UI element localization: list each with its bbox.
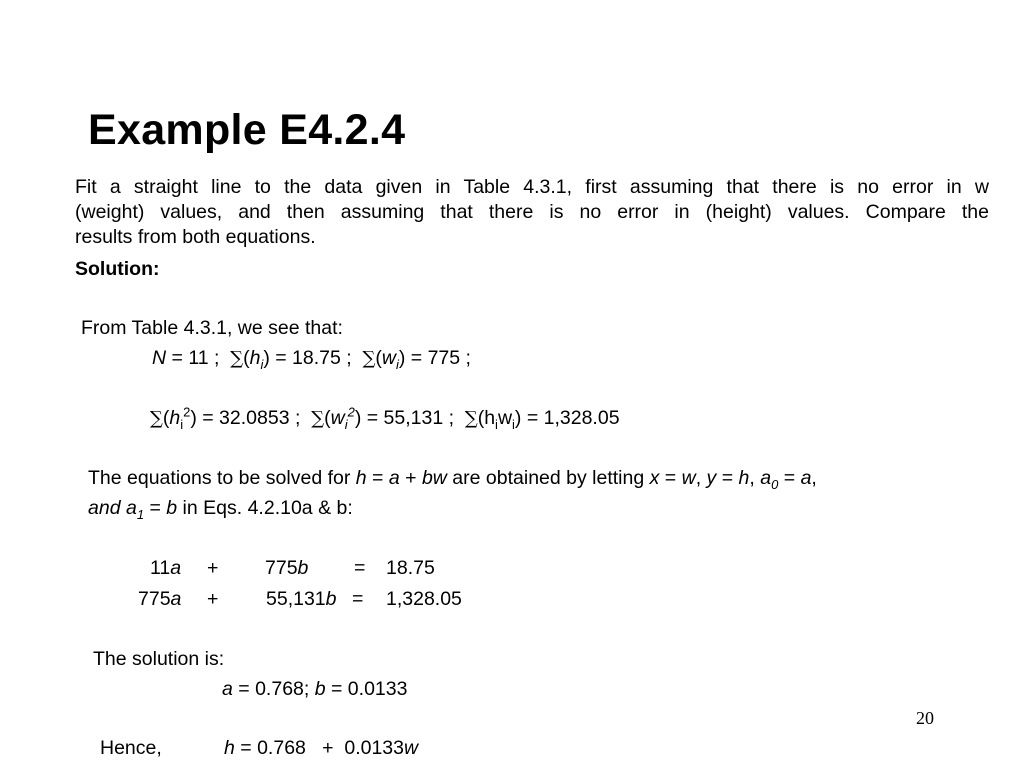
- solution-label: Solution:: [75, 258, 160, 280]
- equations-intro-line-1: The equations to be solved for h = a + bw are obtained by letting x = w, y = h, $a_0 = a$,: [88, 467, 817, 492]
- problem-line-3: results from both equations.: [75, 226, 316, 248]
- sums-line-2: $\sum(h_i^2) = 32.0853$ ; $\sum(w_i^2) = 55,131$ ; $\sum(h_iw_i) = 1,328.05$: [150, 404, 620, 432]
- solution-intro: The solution is:: [93, 648, 225, 670]
- final-equation: h = 0.768 + 0.0133w: [224, 737, 419, 759]
- from-table-text: From Table 4.3.1, we see that:: [81, 317, 343, 339]
- hence-label: Hence,: [100, 737, 162, 759]
- equation-1: 11a: [150, 557, 182, 579]
- equation-2-eq: =: [352, 588, 364, 610]
- page-number: 20: [916, 708, 934, 728]
- problem-statement: [75, 175, 989, 250]
- equation-2-plus: +: [207, 588, 219, 610]
- equation-2-rhs: 1,328.05: [386, 588, 462, 610]
- equation-1-plus: +: [207, 557, 219, 579]
- equation-2: 775a: [138, 588, 182, 610]
- problem-line-1: Fit a straight line to the data given in Table 4.3.1, first assuming that there is no error in w: [75, 176, 989, 198]
- problem-line-2: (weight) values, and then assuming that there is no error in (height) values. Compare the: [75, 201, 989, 223]
- solution-values: a = 0.768; b = 0.0133: [222, 678, 408, 700]
- equation-1-eq: =: [354, 557, 366, 579]
- equation-1-rhs: 18.75: [386, 557, 435, 579]
- equation-1-b: 775b: [265, 557, 309, 579]
- slide-title: Example E4.2.4: [88, 106, 406, 154]
- equation-2-b: 55,131b: [266, 588, 337, 610]
- equations-intro-line-2: and $a_1 = b$ in Eqs. 4.2.10a & b:: [88, 497, 353, 522]
- sums-line-1: N = 11 ; $\sum(h_i) = 18.75$ ; $\sum(w_i) = 775$ ;: [152, 347, 471, 372]
